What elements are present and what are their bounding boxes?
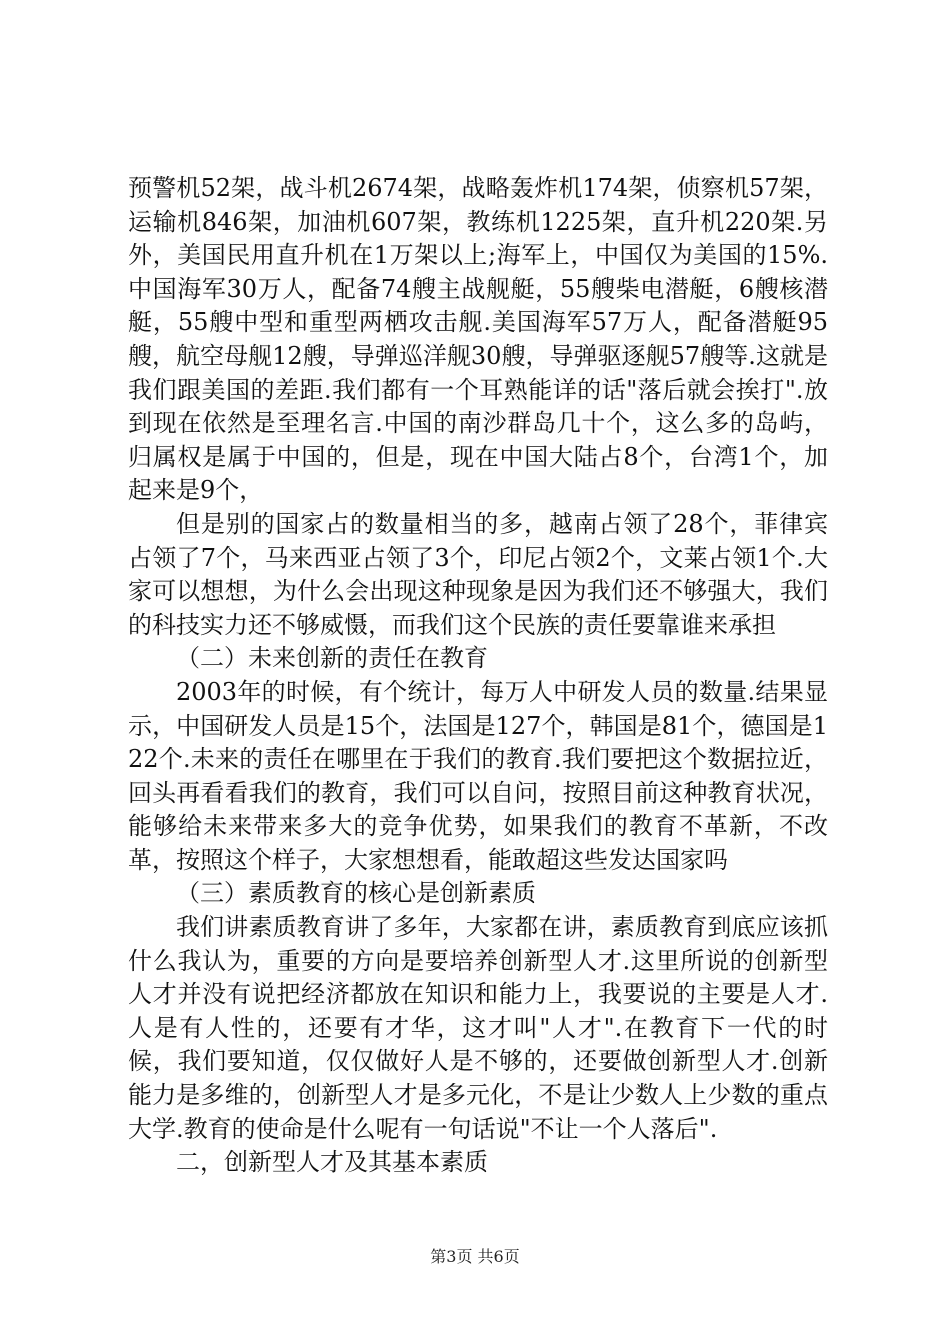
paragraph-innovative-talent: 我们讲素质教育讲了多年，大家都在讲，素质教育到底应该抓什么我认为，重要的方向是要培养创新型人才.这里所说的创新型人才并没有说把经济都放在知识和能力上，我要说的主要是人才.人是有人性的，还要有才华，这才叫"人才".在教育下一代的时候，我们要知道，仅仅做好人是不够的，还要做创新型人才.创新能力是多维的，创新型人才是多元化，不是让少数人上少数的重点大学.教育的使命是什么呢有一句话说"不让一个人落后". [128, 913, 828, 1143]
section-heading-education-responsibility: （二）未来创新的责任在教育 [176, 644, 488, 673]
paragraph-nansha-islands: 但是别的国家占的数量相当的多，越南占领了28个，菲律宾占领了7个，马来西亚占领了3个，印尼占领2个，文莱占领1个.大家可以想想，为什么会出现这种现象是因为我们还不够强大，我们的科技实力还不够威慑，而我们这个民族的责任要靠谁来承担 [128, 509, 828, 639]
paragraph-research-statistics: 2003年的时候，有个统计，每万人中研发人员的数量.结果显示，中国研发人员是15个，法国是127个，韩国是81个，德国是122个.未来的责任在哪里在于我们的教育.我们要把这个数据拉近，回头再看看我们的教育，我们可以自问，按照目前这种教育状况，能够给未来带来多大的竞争优势，如果我们的教育不革新，不改革，按照这个样子，大家想想看，能敢超这些发达国家吗 [128, 677, 828, 874]
paragraph-military-comparison: 预警机52架，战斗机2674架，战略轰炸机174架，侦察机57架，运输机846架，加油机607架，教练机1225架，直升机220架.另外，美国民用直升机在1万架以上;海军上，中国仅为美国的15%.中国海军30万人，配备74艘主战舰艇，55艘柴电潜艇，6艘核潜艇，55艘中型和重型两栖攻击舰.美国海军57万人，配备潜艇95艘，航空母舰12艘，导弹巡洋舰30艘，导弹驱逐舰57艘等.这就是我们跟美国的差距.我们都有一个耳熟能详的话"落后就会挨打".放到现在依然是至理名言.中国的南沙群岛几十个，这么多的岛屿，归属权是属于中国的，但是，现在中国大陆占8个，台湾1个，加起来是9个， [128, 174, 828, 505]
section-heading-quality-education: （三）素质教育的核心是创新素质 [176, 879, 536, 908]
document-body [128, 172, 828, 1180]
page-number-footer: 第3页 共6页 [430, 1247, 520, 1266]
section-heading-talent-qualities: 二，创新型人才及其基本素质 [176, 1148, 488, 1177]
